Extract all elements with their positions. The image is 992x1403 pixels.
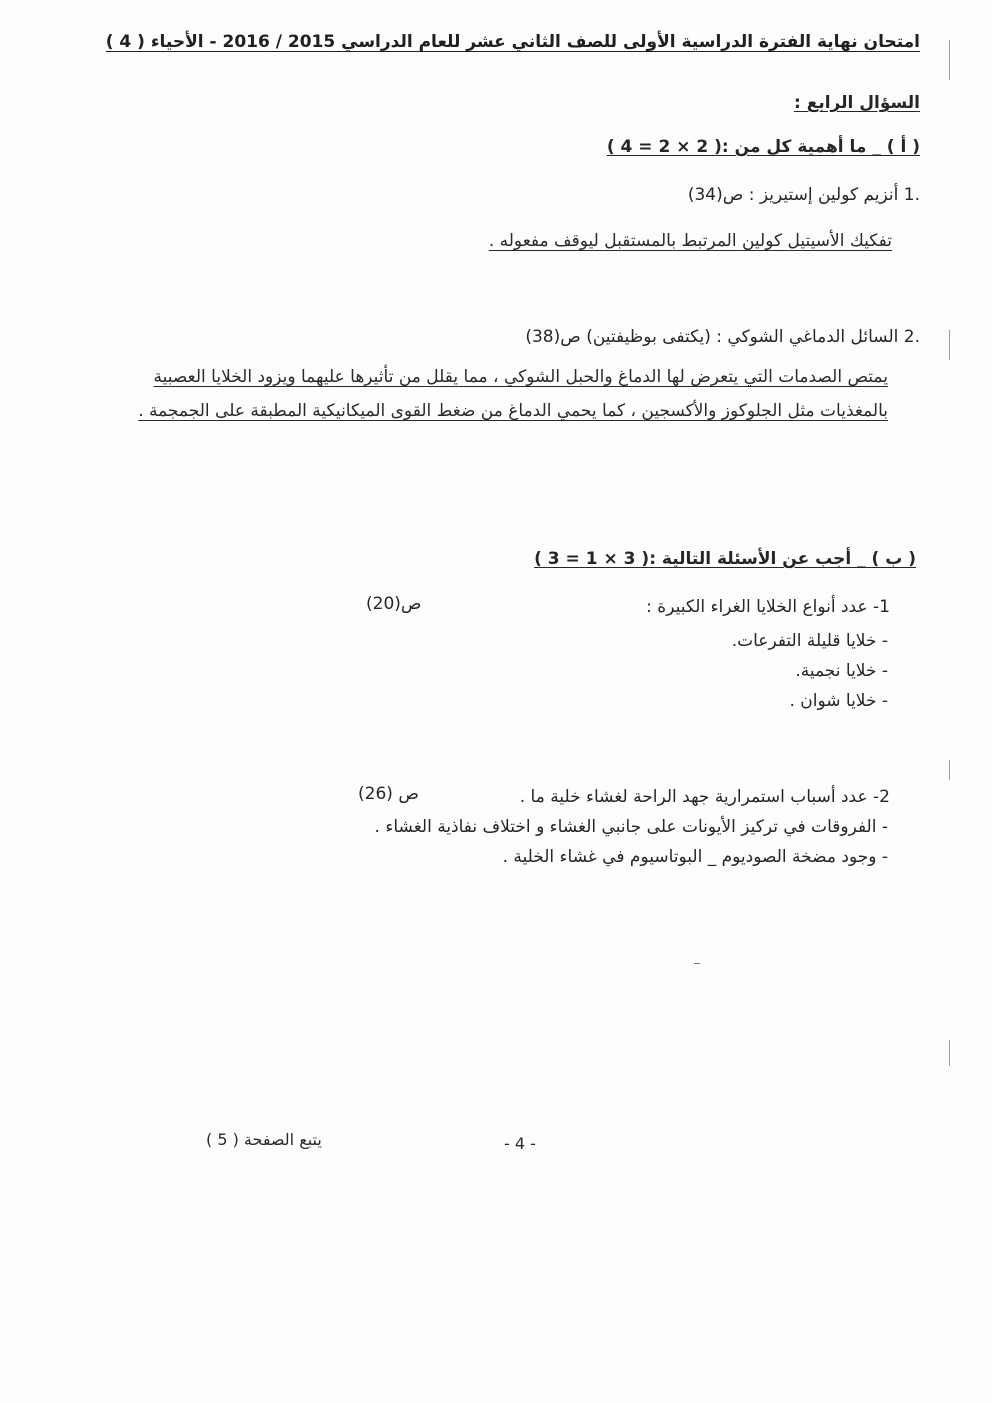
part-a-item2-answer-line2: بالمغذيات مثل الجلوكوز والأكسجين ، كما يحمي الدماغ من ضغط القوى الميكانيكية المطبقة على الجمجمة . bbox=[138, 401, 888, 421]
exam-header-title: امتحان نهاية الفترة الدراسية الأولى للصف الثاني عشر للعام الدراسي 2015 / 2016 - الأحياء ( 4 ) bbox=[105, 32, 920, 52]
part-b-q1-item: - خلايا قليلة التفرعات. bbox=[731, 631, 888, 651]
part-a-item2-label: .2 السائل الدماغي الشوكي : (يكتفى بوظيفتين) ص(38) bbox=[525, 327, 920, 347]
part-b-q2-label: 2- عدد أسباب استمرارية جهد الراحة لغشاء خلية ما . bbox=[519, 787, 890, 807]
part-b-q1-label: 1- عدد أنواع الخلايا الغراء الكبيرة : bbox=[646, 597, 890, 617]
part-b-heading: ( ب ) _ أجب عن الأسئلة التالية :( 3 × 1 = 3 ) bbox=[534, 549, 916, 569]
part-a-heading: ( أ ) _ ما أهمية كل من :( 2 × 2 = 4 ) bbox=[606, 137, 920, 157]
part-b-q1-item: - خلايا شوان . bbox=[789, 691, 888, 711]
part-a-item1-label: .1 أنزيم كولين إستيريز : ص(34) bbox=[687, 185, 920, 205]
part-b-q2-item: - الفروقات في تركيز الأيونات على جانبي الغشاء و اختلاف نفاذية الغشاء . bbox=[374, 817, 888, 837]
part-b-q1-item: - خلايا نجمية. bbox=[795, 661, 888, 681]
scan-edge-mark bbox=[949, 760, 950, 780]
scan-edge-mark bbox=[949, 1040, 950, 1066]
question-title: السؤال الرابع : bbox=[794, 93, 920, 113]
page-number: - 4 - bbox=[504, 1134, 536, 1153]
part-a-item2-answer-line1: يمتص الصدمات التي يتعرض لها الدماغ والحبل الشوكي ، مما يقلل من تأثيرها عليهما ويزود الخلايا العصبية bbox=[153, 367, 888, 387]
scan-edge-mark bbox=[949, 330, 950, 360]
part-b-q1-page-ref: ص(20) bbox=[366, 594, 422, 614]
part-b-q2-item: - وجود مضخة الصوديوم _ البوتاسيوم في غشاء الخلية . bbox=[502, 847, 888, 867]
part-a-item1-answer: تفكيك الأسيتيل كولين المرتبط بالمستقبل ليوقف مفعوله . bbox=[488, 231, 892, 251]
stray-mark bbox=[694, 963, 700, 964]
part-b-q2-page-ref: ص (26) bbox=[358, 784, 419, 804]
scan-edge-mark bbox=[949, 40, 950, 80]
continue-to-next-page: يتبع الصفحة ( 5 ) bbox=[206, 1130, 322, 1149]
